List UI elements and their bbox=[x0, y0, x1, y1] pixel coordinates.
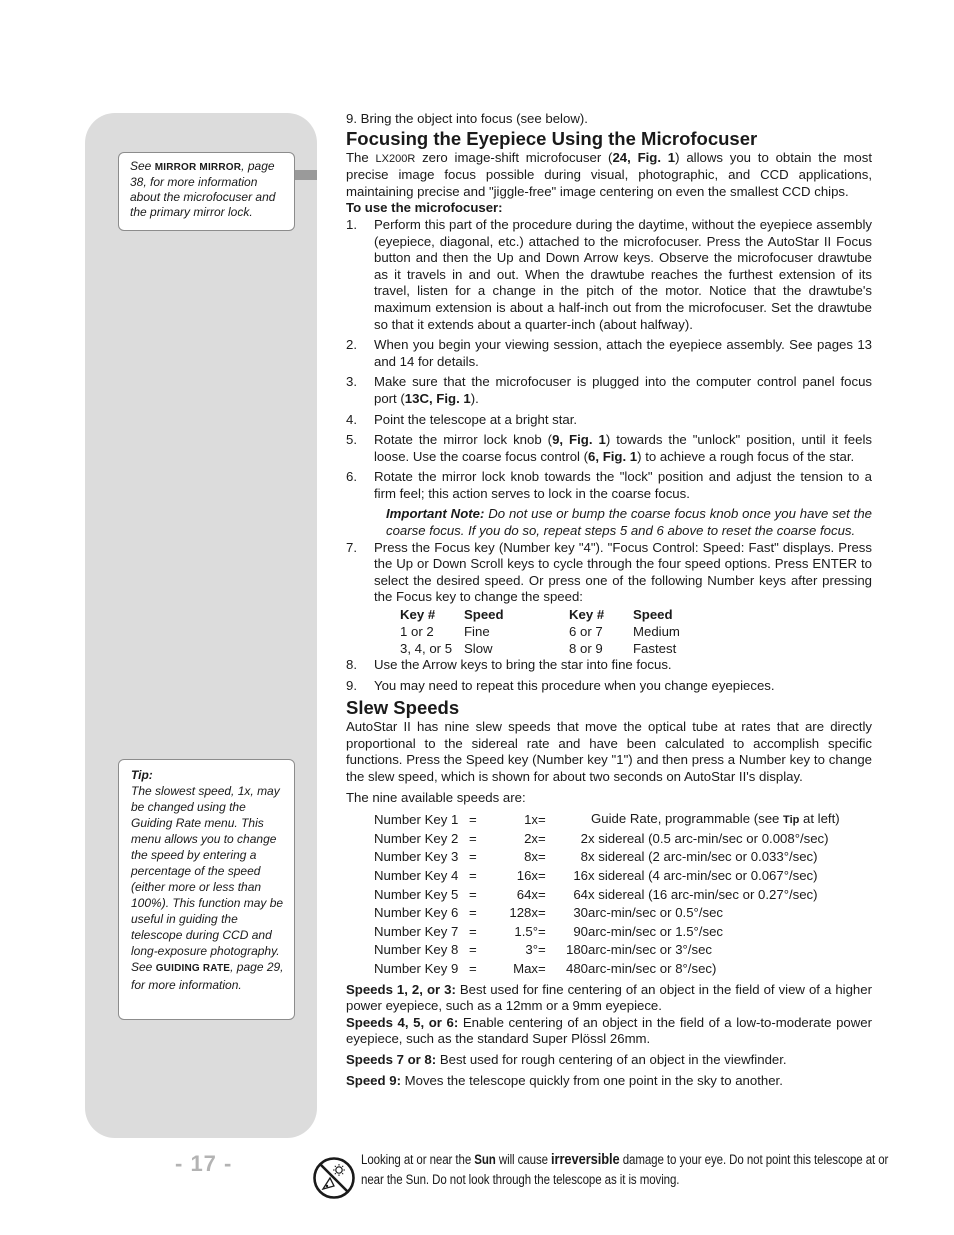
speed-cell-val: 8 bbox=[580, 849, 588, 865]
focus-steps-continued bbox=[346, 540, 872, 606]
speed-cell-val: 2 bbox=[580, 830, 588, 846]
speed-cell-eq: = bbox=[469, 960, 477, 976]
step-2-text: When you begin your viewing session, attach the eyepiece assembly. See pages 13 and 14 for details. bbox=[374, 337, 872, 369]
step-8 bbox=[346, 657, 872, 674]
table-row bbox=[374, 830, 840, 849]
speed-cell-eq: = bbox=[469, 942, 477, 958]
warning-text-c: damage to your eye. Do not point this telescope at or near the Sun. Do not look through the telescope as it is moving. bbox=[361, 1152, 889, 1187]
focus-steps bbox=[346, 217, 872, 503]
speed-cell-mult: 128x bbox=[509, 905, 538, 921]
speed-cell-eq: = bbox=[469, 811, 477, 827]
speed-cell-desc bbox=[558, 810, 840, 830]
speed-note-2-text: Enable centering of an object in the field of a low-to-moderate power eyepiece, such as the standard Super Plössl 26mm. bbox=[346, 1014, 872, 1047]
table-cell: 8 or 9 bbox=[569, 641, 603, 657]
speed-cell-val: 90 bbox=[573, 923, 588, 939]
step-3-ref: 13C, Fig. 1 bbox=[404, 390, 471, 406]
speed-cell-desc: arc-min/sec or 8°/sec) bbox=[588, 960, 717, 976]
speed-cell-mult: 2x bbox=[524, 830, 538, 846]
step-5-c: ) to achieve a rough focus of the star. bbox=[637, 448, 855, 464]
speed-tip-ref: Tip bbox=[783, 814, 800, 827]
tip-note-box bbox=[118, 759, 295, 1020]
step-5-num: 5. bbox=[346, 432, 357, 448]
slew-intro: AutoStar II has nine slew speeds that move the optical tube at rates that are directly proportional to the sidereal rate and have been calculated to accomplish specific functions. Press the Speed key (Number key "1") and then press a Number key to change the slew speed, which is shown for about two seconds on AutoStar II's display. bbox=[346, 719, 872, 784]
sun-warning bbox=[312, 1150, 892, 1202]
focus-intro-model: LX200R bbox=[375, 152, 416, 165]
nine-speeds-label: The nine available speeds are: bbox=[346, 789, 526, 805]
important-note-text: Do not use or bump the coarse focus knob once you have set the coarse focus. If you do so, repeat steps 5 and 6 above to reset the coarse focus. bbox=[386, 506, 873, 539]
speed-note-1 bbox=[346, 982, 872, 1015]
focus-heading: Focusing the Eyepiece Using the Microfocuser bbox=[346, 127, 758, 149]
step-6-num: 6. bbox=[346, 469, 357, 485]
speed-cell-mult: 16x bbox=[516, 867, 538, 883]
speed-cell-desc: arc-min/sec or 0.5°/sec bbox=[588, 905, 723, 921]
step-4 bbox=[346, 412, 872, 429]
header-speed-2: Speed bbox=[633, 607, 673, 623]
slew-speed-table bbox=[374, 810, 840, 978]
step-3 bbox=[346, 374, 872, 407]
focus-intro-c: ) allows you to obtain the most precise image focus possible during visual, photographic, and CCD applications, maintaining precise and "jiggle-free" image centering on even the smallest CCD chips. bbox=[346, 149, 872, 199]
header-key-2: Key # bbox=[569, 607, 605, 623]
table-row bbox=[374, 848, 840, 867]
table-row bbox=[400, 623, 680, 640]
speed-cell-eq2: = bbox=[538, 942, 546, 958]
speed-cell-key: Number Key 1 bbox=[374, 811, 459, 827]
speed-cell-key: Number Key 7 bbox=[374, 923, 459, 939]
tip-see: See bbox=[131, 960, 156, 974]
speed-note-1-label: Speeds 1, 2, or 3: bbox=[346, 981, 456, 997]
step-1-num: 1. bbox=[346, 216, 357, 232]
speed-desc-end: at left) bbox=[799, 811, 840, 827]
step-3-num: 3. bbox=[346, 374, 357, 390]
page-number: - 17 - bbox=[175, 1151, 233, 1176]
warning-sun: Sun bbox=[474, 1152, 496, 1167]
speed-cell-eq2: = bbox=[538, 905, 546, 921]
table-row bbox=[374, 886, 840, 905]
speed-cell-mult: 1x bbox=[524, 811, 538, 827]
speed-note-4 bbox=[346, 1073, 872, 1090]
warning-text-a: Looking at or near the bbox=[361, 1152, 475, 1167]
step-8-num: 8. bbox=[346, 657, 357, 673]
table-row bbox=[374, 941, 840, 960]
speed-cell-key: Number Key 9 bbox=[374, 960, 459, 976]
speed-cell-eq2: = bbox=[538, 960, 546, 976]
table-cell: Medium bbox=[633, 624, 680, 640]
speed-note-3-text: Best used for rough centering of an object in the viewfinder. bbox=[436, 1051, 787, 1067]
warning-text bbox=[361, 1150, 891, 1190]
speed-cell-key: Number Key 5 bbox=[374, 886, 459, 902]
focus-intro bbox=[346, 150, 872, 201]
speed-cell-eq: = bbox=[469, 849, 477, 865]
step-nine-top: 9. Bring the object into focus (see below). bbox=[346, 111, 588, 126]
table-cell: Fine bbox=[464, 624, 490, 640]
speed-note-2 bbox=[346, 1015, 872, 1048]
speed-cell-val: 30 bbox=[573, 905, 588, 921]
step-7 bbox=[346, 540, 872, 606]
speed-cell-key: Number Key 8 bbox=[374, 942, 459, 958]
speed-cell-eq2: = bbox=[538, 849, 546, 865]
speed-cell-val: 64 bbox=[573, 886, 588, 902]
speed-cell-eq2: = bbox=[538, 923, 546, 939]
table-row bbox=[400, 640, 680, 657]
table-row bbox=[374, 810, 840, 830]
table-row bbox=[374, 904, 840, 923]
table-cell: Fastest bbox=[633, 641, 677, 657]
mirror-note-box bbox=[118, 152, 295, 231]
tip-ref: GUIDING RATE bbox=[155, 963, 231, 974]
speed-cell-mult: 64x bbox=[516, 886, 538, 902]
step-5-ref1: 9, Fig. 1 bbox=[552, 432, 606, 448]
focus-speed-table bbox=[400, 606, 680, 657]
speed-note-1-text: Best used for fine centering of an object in the field of view of a higher power eyepiece, such as a 12mm or a 9mm eyepiece. bbox=[346, 981, 872, 1014]
speed-cell-desc: x sidereal (0.5 arc-min/sec or 0.008°/sec) bbox=[588, 830, 829, 846]
step-3-b: ). bbox=[470, 390, 479, 406]
speed-cell-eq2: = bbox=[538, 830, 546, 846]
table-row bbox=[374, 867, 840, 886]
step-9-num: 9. bbox=[346, 677, 357, 693]
speed-cell-desc: arc-min/sec or 3°/sec bbox=[588, 942, 712, 958]
speed-cell-eq2: = bbox=[538, 867, 546, 883]
speed-note-3 bbox=[346, 1052, 872, 1069]
speed-cell-eq: = bbox=[469, 923, 477, 939]
header-speed-1: Speed bbox=[464, 607, 504, 623]
step-8-text: Use the Arrow keys to bring the star into fine focus. bbox=[374, 657, 672, 673]
main-content bbox=[346, 111, 872, 1089]
mirror-note-ref: MIRROR MIRROR bbox=[154, 162, 242, 173]
tip-rest: , page 29, for more information. bbox=[131, 960, 284, 992]
speed-cell-mult: Max bbox=[513, 960, 538, 976]
step-5 bbox=[346, 432, 872, 465]
header-key-1: Key # bbox=[400, 607, 436, 623]
focus-intro-a: The bbox=[346, 149, 376, 165]
speed-cell-eq: = bbox=[469, 905, 477, 921]
use-heading: To use the microfocuser: bbox=[346, 200, 503, 216]
step-4-num: 4. bbox=[346, 411, 357, 427]
speed-note-3-label: Speeds 7 or 8: bbox=[346, 1051, 437, 1067]
focus-intro-b: zero image-shift microfocuser ( bbox=[415, 149, 613, 165]
step-7-num: 7. bbox=[346, 539, 357, 555]
speed-cell-eq2: = bbox=[538, 886, 546, 902]
step-5-ref2: 6, Fig. 1 bbox=[588, 448, 638, 464]
speed-cell-mult: 3° bbox=[525, 942, 538, 958]
step-9-text: You may need to repeat this procedure when you change eyepieces. bbox=[374, 677, 775, 693]
speed-cell-val: 16 bbox=[573, 867, 588, 883]
step-2 bbox=[346, 337, 872, 370]
step-3-a: Make sure that the microfocuser is plugged into the computer control panel focus port ( bbox=[374, 374, 872, 406]
focus-intro-ref: 24, Fig. 1 bbox=[612, 149, 676, 165]
speed-desc: Guide Rate, programmable (see bbox=[591, 811, 784, 827]
step-1-text: Perform this part of the procedure during the daytime, without the eyepiece assembly (eyepiece, diagonal, etc.) attached to the microfocuser. Press the AutoStar II Focus button and then the Up and Down Arrow keys. Observe the microfocuser drawtube as it travels in and out. When the drawtube reaches the furthest extension of its travel, listen for a change in the pitch of the motor. Notice that the drawtube's maximum extension is about a half-inch out from the microfocuser. Set the drawtube so that it extends about a quarter-inch (about halfway). bbox=[374, 216, 872, 332]
step-6 bbox=[346, 469, 872, 502]
speed-cell-desc: x sidereal (16 arc-min/sec or 0.27°/sec) bbox=[588, 886, 818, 902]
table-row bbox=[374, 923, 840, 942]
speed-cell-key: Number Key 2 bbox=[374, 830, 459, 846]
step-4-text: Point the telescope at a bright star. bbox=[374, 411, 578, 427]
slew-heading: Slew Speeds bbox=[346, 697, 460, 719]
speed-cell-key: Number Key 6 bbox=[374, 905, 459, 921]
speed-cell-val: 480 bbox=[565, 960, 588, 976]
important-note-label: Important Note: bbox=[386, 506, 485, 522]
speed-cell-eq: = bbox=[469, 867, 477, 883]
speed-cell-desc: x sidereal (2 arc-min/sec or 0.033°/sec) bbox=[588, 849, 818, 865]
speed-cell-desc: x sidereal (4 arc-min/sec or 0.067°/sec) bbox=[588, 867, 818, 883]
speed-cell-mult: 1.5° bbox=[514, 923, 538, 939]
sidebar-tab-marker bbox=[295, 170, 317, 180]
step-1 bbox=[346, 217, 872, 333]
tip-title: Tip: bbox=[131, 768, 153, 782]
warning-irreversible: irreversible bbox=[551, 1151, 620, 1168]
tip-body: The slowest speed, 1x, may be changed using the Guiding Rate menu. This menu allows you to change the speed by entering a percentage of the speed (either more or less than 100%). This function may be useful in guiding the telescope during CCD and long-exposure photography. bbox=[131, 784, 284, 958]
table-cell: 3, 4, or 5 bbox=[400, 641, 453, 657]
step-6-text: Rotate the mirror lock knob towards the "lock" position and adjust the tension to a firm feel; this action serves to lock in the coarse focus. bbox=[374, 469, 872, 501]
important-note bbox=[346, 506, 872, 539]
step-2-num: 2. bbox=[346, 337, 357, 353]
speed-note-4-text: Moves the telescope quickly from one point in the sky to another. bbox=[400, 1072, 783, 1088]
focus-table-header bbox=[400, 606, 680, 623]
speed-cell-mult: 8x bbox=[524, 849, 538, 865]
step-5-a: Rotate the mirror lock knob ( bbox=[374, 432, 553, 448]
speed-cell-desc: arc-min/sec or 1.5°/sec bbox=[588, 923, 723, 939]
table-cell: 6 or 7 bbox=[569, 624, 603, 640]
table-row bbox=[374, 960, 840, 979]
speed-note-4-label: Speed 9: bbox=[346, 1072, 401, 1088]
step-5-b: ) towards the "unlock" position, until it feels loose. Use the coarse focus control ( bbox=[374, 432, 872, 464]
mirror-note-see: See bbox=[130, 159, 155, 173]
table-cell: 1 or 2 bbox=[400, 624, 434, 640]
speed-cell-eq: = bbox=[469, 886, 477, 902]
focus-steps-final bbox=[346, 657, 872, 694]
speed-cell-eq2: = bbox=[538, 811, 546, 827]
speed-note-2-label: Speeds 4, 5, or 6: bbox=[346, 1014, 459, 1030]
step-9 bbox=[346, 678, 872, 695]
no-sun-viewing-icon bbox=[312, 1156, 356, 1200]
step-7-text: Press the Focus key (Number key "4"). "Focus Control: Speed: Fast" displays. Press the Up or Down Scroll keys to cycle through the four speed options. Press ENTER to select the desired speed. Or press one of the following Number keys after pressing the Focus key to change the speed: bbox=[374, 539, 872, 605]
speed-cell-val: 180 bbox=[565, 942, 588, 958]
warning-text-b: will cause bbox=[495, 1152, 552, 1167]
table-cell: Slow bbox=[464, 641, 493, 657]
mirror-note-rest: , page 38, for more information about the microfocuser and the primary mirror lock. bbox=[130, 159, 276, 219]
speed-cell-key: Number Key 4 bbox=[374, 867, 459, 883]
speed-cell-eq: = bbox=[469, 830, 477, 846]
speed-cell-key: Number Key 3 bbox=[374, 849, 459, 865]
